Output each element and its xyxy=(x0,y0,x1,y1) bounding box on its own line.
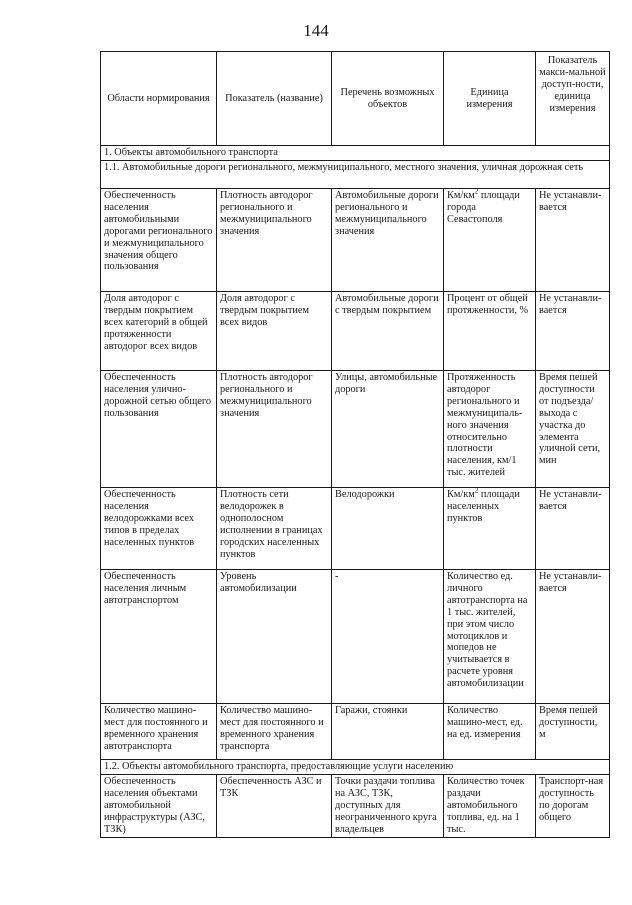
unit-suffix: площади города Севастополя xyxy=(447,190,520,225)
cell-area: Доля автодорог с твердым покрытием всех категорий в общей протяженности автодорог всех видов xyxy=(101,292,217,371)
subsection-row xyxy=(101,161,610,189)
unit-sup: 2 xyxy=(474,187,479,196)
page-number: 144 xyxy=(303,21,329,40)
cell-objects: Улицы, автомобильные дороги xyxy=(332,371,444,488)
unit-suffix: площади населенных пунктов xyxy=(447,489,520,524)
section-title: 1. Объекты автомобильного транспорта xyxy=(101,146,610,161)
cell-indicator: Уровень автомобилизации xyxy=(217,570,332,704)
header-indicator: Показатель (название) xyxy=(217,52,332,146)
cell-objects: Гаражи, стоянки xyxy=(332,704,444,760)
subsection-title: 1.2. Объекты автомобильного транспорта, предоставляющие услуги населению xyxy=(101,760,610,775)
cell-unit xyxy=(444,189,536,292)
cell-area: Обеспеченность населения автомобильными дорогами регионального и межмуниципального значения общего пользования xyxy=(101,189,217,292)
cell-objects: - xyxy=(332,570,444,704)
header-objects: Перечень возможных объектов xyxy=(332,52,444,146)
table-row xyxy=(101,488,610,570)
cell-objects: Автомобильные дороги регионального и межмуниципального значения xyxy=(332,189,444,292)
cell-access: Время пешей доступности от подъезда/ выхода с участка до элемента уличной сети, мин xyxy=(536,371,610,488)
cell-unit: Количество машино-мест, ед. на ед. измерения xyxy=(444,704,536,760)
cell-access: Не устанавли-вается xyxy=(536,570,610,704)
table-row xyxy=(101,775,610,838)
cell-unit: Протяженность автодорог регионального и межмуниципаль-ного значения относительно плотности населения, км/1 тыс. жителей xyxy=(444,371,536,488)
cell-area: Обеспеченность населения улично-дорожной сетью общего пользования xyxy=(101,371,217,488)
cell-access: Время пешей доступности, м xyxy=(536,704,610,760)
cell-unit: Количество ед. личного автотранспорта на 1 тыс. жителей, при этом число мотоциклов и мопедов не учитывается в расчете уровня автомобилизации xyxy=(444,570,536,704)
cell-area: Количество машино-мест для постоянного и временного хранения автотранспорта xyxy=(101,704,217,760)
cell-indicator: Обеспеченность АЗС и ТЗК xyxy=(217,775,332,838)
header-unit: Единица измерения xyxy=(444,52,536,146)
cell-area: Обеспеченность населения личным автотранспортом xyxy=(101,570,217,704)
cell-indicator: Доля автодорог с твердым покрытием всех видов xyxy=(217,292,332,371)
cell-indicator: Плотность сети велодорожек в однополосном исполнении в границах городских населенных пунктов xyxy=(217,488,332,570)
section-row xyxy=(101,146,610,161)
table-header-row xyxy=(101,52,610,146)
table-row xyxy=(101,189,610,292)
subsection-title: 1.1. Автомобильные дороги регионального, межмуниципального, местного значения, уличная дорожная сеть xyxy=(101,161,610,189)
table-row xyxy=(101,292,610,371)
cell-access: Не устанавли-вается xyxy=(536,189,610,292)
header-access: Показатель макси-мальной доступ-ности, единица измерения xyxy=(536,52,610,146)
cell-indicator: Плотность автодорог регионального и межмуниципального значения xyxy=(217,371,332,488)
cell-unit: Процент от общей протяженности, % xyxy=(444,292,536,371)
cell-objects: Автомобильные дороги с твердым покрытием xyxy=(332,292,444,371)
table-row xyxy=(101,704,610,760)
cell-indicator: Плотность автодорог регионального и межмуниципального значения xyxy=(217,189,332,292)
unit-prefix: Км/км xyxy=(447,190,475,201)
cell-unit: Количество точек раздачи автомобильного топлива, ед. на 1 тыс. xyxy=(444,775,536,838)
header-area: Области нормирования xyxy=(101,52,217,146)
cell-access: Не устанавли-вается xyxy=(536,488,610,570)
cell-indicator: Количество машино-мест для постоянного и временного хранения транспорта xyxy=(217,704,332,760)
cell-objects: Велодорожки xyxy=(332,488,444,570)
unit-prefix: Км/км xyxy=(447,489,475,500)
table-row xyxy=(101,371,610,488)
unit-sup: 2 xyxy=(474,486,479,495)
subsection-row xyxy=(101,760,610,775)
norms-table xyxy=(100,51,610,838)
cell-unit xyxy=(444,488,536,570)
cell-access: Транспорт-ная доступность по дорогам общего xyxy=(536,775,610,838)
cell-area: Обеспеченность населения велодорожками всех типов в пределах населенных пунктов xyxy=(101,488,217,570)
table-row xyxy=(101,570,610,704)
cell-area: Обеспеченность населения объектами автомобильной инфраструктуры (АЗС, ТЗК) xyxy=(101,775,217,838)
cell-objects: Точки раздачи топлива на АЗС, ТЗК, доступных для неограниченного круга владельцев xyxy=(332,775,444,838)
cell-access: Не устанавли-вается xyxy=(536,292,610,371)
